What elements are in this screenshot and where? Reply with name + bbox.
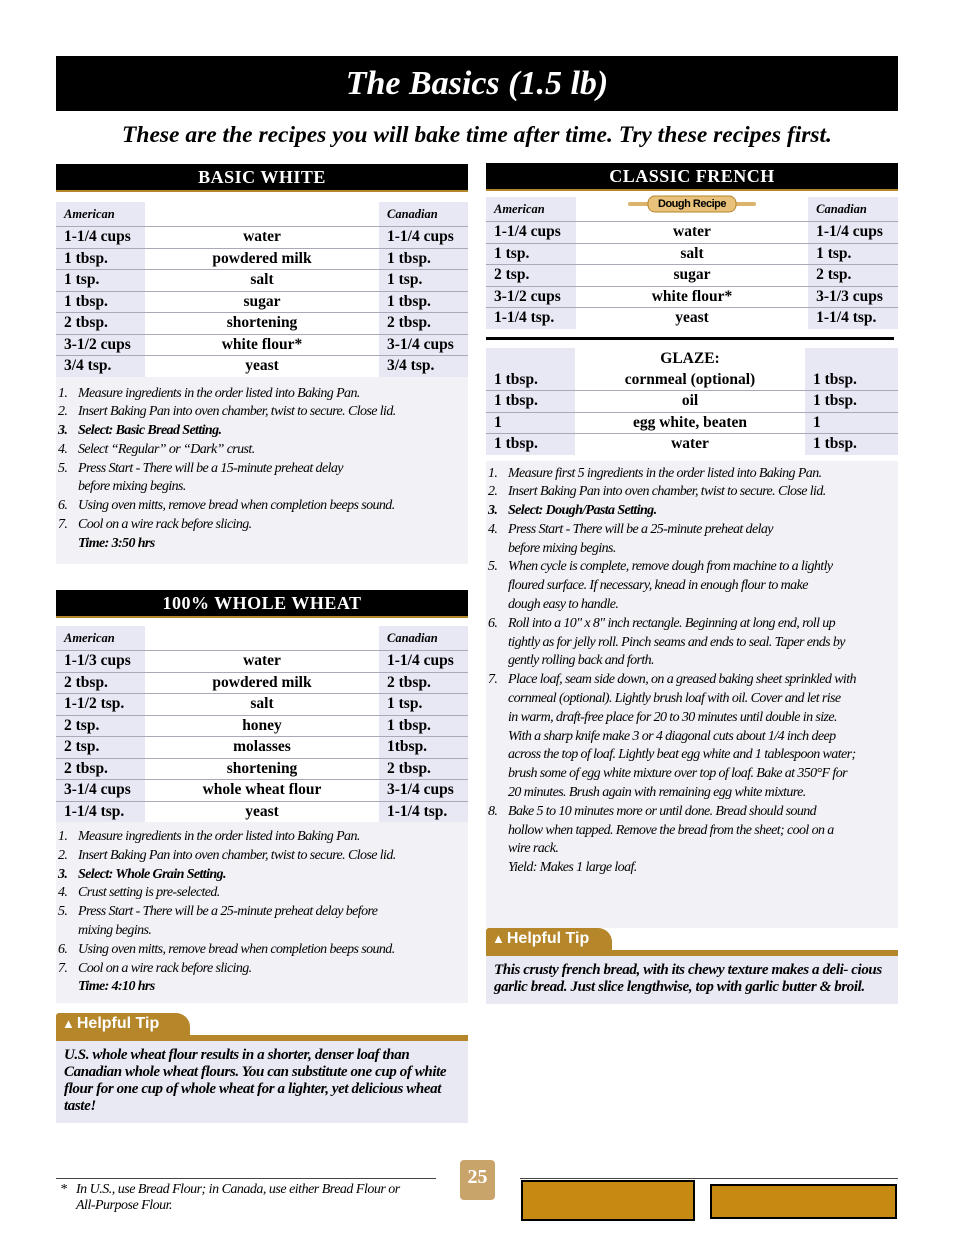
step-text: Insert Baking Pan into oven chamber, twist to secure. Close lid. <box>508 484 826 500</box>
step-number: 7. <box>488 672 498 688</box>
whole-wheat-tip-text: U.S. whole wheat flour results in a shorter, denser loaf than Canadian whole wheat flours. You can substitute one cup of white flour for one cup of whole wheat for a lighter, yet delicious wheat taste! <box>56 1041 468 1123</box>
step-text: Time: 3:50 hrs <box>78 535 155 551</box>
step-item <box>56 385 468 404</box>
classic-french-ingredient-row <box>486 308 898 329</box>
basic-white-ingredient-row <box>56 248 468 270</box>
ingredient: white flour* <box>145 334 379 356</box>
whole-wheat-ingredient-row <box>56 694 468 716</box>
ingredient: shortening <box>145 758 379 780</box>
ingredient: powdered milk <box>145 248 379 270</box>
amount-canadian: 3-1/4 cups <box>379 780 468 802</box>
amount-canadian: 1 <box>805 412 898 434</box>
basic-white-ingredient-row <box>56 291 468 313</box>
basic-white-heading: BASIC WHITE <box>56 164 468 192</box>
step-text: Cool on a wire rack before slicing. <box>78 517 252 533</box>
footnote <box>56 1182 436 1214</box>
amount-american: 1 tbsp. <box>486 434 575 455</box>
amount-american: 1 tbsp. <box>486 370 575 391</box>
step-text: Measure first 5 ingredients in the order listed into Baking Pan. <box>508 465 822 481</box>
amount-american: 3/4 tsp. <box>56 356 145 377</box>
amount-american: 2 tbsp. <box>56 672 145 694</box>
step-item <box>56 403 468 422</box>
footnote-mark: * <box>60 1182 67 1197</box>
col-american: American <box>486 197 576 222</box>
step-text: Measure ingredients in the order listed into Baking Pan. <box>78 829 360 844</box>
amount-canadian: 1tbsp. <box>379 737 468 759</box>
amount-american: 2 tsp. <box>56 715 145 737</box>
step-item <box>486 465 898 484</box>
whole-wheat-panel <box>56 626 468 1003</box>
step-text: tightly as for jelly roll. Pinch seams and ends to seal. Taper ends by <box>508 634 845 650</box>
step-text: in warm, draft-free place for 20 to 30 minutes until double in size. <box>508 709 837 725</box>
step-item <box>56 828 468 847</box>
amount-canadian: 1 tbsp. <box>805 370 898 391</box>
step-number: 3. <box>488 503 498 519</box>
whole-wheat-heading: 100% WHOLE WHEAT <box>56 590 468 618</box>
whole-wheat-section <box>56 590 468 1123</box>
amount-canadian: 3-1/4 cups <box>379 334 468 356</box>
ingredient: water <box>576 222 808 244</box>
amount-canadian: 2 tbsp. <box>379 313 468 335</box>
step-number: 5. <box>488 559 498 575</box>
footer-gold-box-left <box>521 1180 695 1221</box>
ingredient: powdered milk <box>145 672 379 694</box>
step-text: Insert Baking Pan into oven chamber, twist to secure. Close lid. <box>78 847 396 863</box>
page-number: 25 <box>460 1160 495 1200</box>
amount-american: 1-1/3 cups <box>56 651 145 673</box>
basic-white-ingredient-row <box>56 227 468 249</box>
table-header-row <box>56 626 468 651</box>
classic-french-section <box>486 163 898 1004</box>
amount-american: 1-1/4 cups <box>56 227 145 249</box>
step-text: Roll into a 10" x 8" inch rectangle. Beginning at long end, roll up <box>508 615 836 631</box>
divider <box>486 337 894 340</box>
step-text: Bake 5 to 10 minutes more or until done. Bread should sound <box>508 803 817 819</box>
ingredient: salt <box>145 270 379 292</box>
ingredient: egg white, beaten <box>575 412 805 434</box>
step-text: Select: Whole Grain Setting. <box>78 866 226 882</box>
whole-wheat-steps <box>56 822 468 997</box>
amount-american: 1-1/4 tsp. <box>56 801 145 822</box>
whole-wheat-ingredient-row <box>56 758 468 780</box>
step-text: Select “Regular” or “Dark” crust. <box>78 441 255 457</box>
classic-french-ingredient-row <box>486 222 898 244</box>
amount-american: 1 tsp. <box>56 270 145 292</box>
step-item <box>486 521 898 559</box>
step-number: 2. <box>58 404 68 420</box>
amount-american: 1 <box>486 412 575 434</box>
step-item <box>56 866 468 885</box>
dough-recipe-badge <box>628 195 756 213</box>
amount-canadian: 2 tbsp. <box>379 672 468 694</box>
amount-canadian: 3/4 tsp. <box>379 356 468 377</box>
amount-canadian: 1-1/4 tsp. <box>379 801 468 822</box>
step-item <box>56 903 468 941</box>
step-text: floured surface. If necessary, knead in enough flour to make <box>508 578 808 594</box>
step-number: 8. <box>488 803 498 819</box>
dough-recipe-label: Dough Recipe <box>658 198 726 210</box>
step-number: 1. <box>488 465 498 481</box>
ingredient: molasses <box>145 737 379 759</box>
step-number: 1. <box>58 385 68 401</box>
basic-white-ingredient-row <box>56 313 468 335</box>
step-item <box>486 483 898 502</box>
amount-canadian: 1 tsp. <box>808 243 898 265</box>
amount-canadian: 2 tsp. <box>808 265 898 287</box>
ingredient: cornmeal (optional) <box>575 370 805 391</box>
amount-canadian: 2 tbsp. <box>379 758 468 780</box>
amount-american: 1 tsp. <box>486 243 576 265</box>
step-text: before mixing begins. <box>508 540 616 556</box>
glaze-ingredient-row <box>486 370 898 391</box>
classic-french-tip-tab <box>486 928 612 950</box>
step-text: Place loaf, seam side down, on a greased baking sheet sprinkled with <box>508 672 856 688</box>
step-text: 20 minutes. Brush again with remaining egg white mixture. <box>508 785 806 801</box>
step-text: Cool on a wire rack before slicing. <box>78 960 252 976</box>
step-number: 4. <box>58 441 68 457</box>
triangle-up-icon: ▲ <box>62 1016 75 1032</box>
glaze-panel <box>486 348 898 455</box>
step-text: Measure ingredients in the order listed into Baking Pan. <box>78 385 360 401</box>
classic-french-ingredient-row <box>486 243 898 265</box>
classic-french-ingredient-row <box>486 265 898 287</box>
step-item <box>486 671 898 803</box>
whole-wheat-ingredient-row <box>56 672 468 694</box>
classic-french-tip-text: This crusty french bread, with its chewy texture makes a deli- cious garlic bread. Just slice lengthwise, top with garlic butter & broil. <box>486 956 898 1004</box>
amount-american: 1 tbsp. <box>486 391 575 413</box>
amount-american: 1-1/4 tsp. <box>486 308 576 329</box>
tip-label: Helpful Tip <box>506 930 590 948</box>
step-text: Crust setting is pre-selected. <box>78 885 220 901</box>
amount-american: 2 tsp. <box>56 737 145 759</box>
page-subtitle: These are the recipes you will bake time after time. Try these recipes first. <box>122 122 832 148</box>
basic-white-ingredient-row <box>56 334 468 356</box>
tip-label: Helpful Tip <box>76 1015 160 1033</box>
amount-american: 2 tsp. <box>486 265 576 287</box>
classic-french-ingredient-row <box>486 286 898 308</box>
whole-wheat-ingredient-row <box>56 737 468 759</box>
step-text: Press Start - There will be a 25-minute preheat delay <box>508 521 773 537</box>
step-text: hollow when tapped. Remove the bread from the sheet; cool on a <box>508 822 834 838</box>
step-number: 6. <box>58 941 68 957</box>
ingredient: sugar <box>145 291 379 313</box>
step-item <box>56 460 468 498</box>
step-item <box>56 441 468 460</box>
glaze-table <box>486 348 898 455</box>
ingredient: water <box>145 227 379 249</box>
step-text: across the top of loaf. Lightly beat egg white and 1 tablespoon water; <box>508 747 856 763</box>
basic-white-ingredient-row <box>56 270 468 292</box>
whole-wheat-ingredient-row <box>56 801 468 822</box>
amount-american: 3-1/4 cups <box>56 780 145 802</box>
whole-wheat-tip-tab <box>56 1013 190 1035</box>
ingredient: salt <box>576 243 808 265</box>
ingredient: honey <box>145 715 379 737</box>
step-number: 2. <box>58 847 68 863</box>
amount-canadian: 1 tsp. <box>379 694 468 716</box>
ingredient: white flour* <box>576 286 808 308</box>
step-item <box>56 941 468 960</box>
whole-wheat-ingredients-table <box>56 626 468 822</box>
step-text: brush some of egg white mixture over top of loaf. Bake at 350°F for <box>508 766 847 782</box>
amount-american: 1-1/2 tsp. <box>56 694 145 716</box>
step-number: 3. <box>58 866 68 882</box>
glaze-label: GLAZE: <box>575 348 805 370</box>
step-number: 3. <box>58 423 68 439</box>
step-text: before mixing begins. <box>78 479 186 495</box>
step-number: 5. <box>58 460 68 476</box>
step-text: Press Start - There will be a 15-minute preheat delay <box>78 460 343 476</box>
step-item <box>56 497 468 516</box>
amount-american: 1 tbsp. <box>56 248 145 270</box>
col-american: American <box>56 202 145 227</box>
step-text: Yield: Makes 1 large loaf. <box>508 860 637 876</box>
step-item <box>56 422 468 441</box>
basic-white-section <box>56 164 468 564</box>
classic-french-ingredients-table <box>486 197 898 329</box>
glaze-ingredient-row <box>486 391 898 413</box>
basic-white-steps <box>56 377 468 554</box>
col-canadian: Canadian <box>379 626 468 651</box>
amount-american: 3-1/2 cups <box>56 334 145 356</box>
step-text: wire rack. <box>508 841 559 857</box>
ingredient: whole wheat flour <box>145 780 379 802</box>
ingredient: yeast <box>145 801 379 822</box>
footer-gold-box-right <box>710 1184 897 1219</box>
step-item <box>486 803 898 878</box>
step-item <box>56 847 468 866</box>
step-number: 1. <box>58 829 68 844</box>
step-item <box>486 558 898 614</box>
amount-canadian: 1 tbsp. <box>805 434 898 455</box>
step-number: 4. <box>58 885 68 901</box>
amount-american: 1 tbsp. <box>56 291 145 313</box>
step-text: When cycle is complete, remove dough from machine to a lightly <box>508 559 833 575</box>
amount-canadian: 3-1/3 cups <box>808 286 898 308</box>
amount-canadian: 1 tbsp. <box>379 291 468 313</box>
step-text: Select: Dough/Pasta Setting. <box>508 503 657 519</box>
classic-french-heading: CLASSIC FRENCH <box>486 163 898 191</box>
ingredient: oil <box>575 391 805 413</box>
step-item <box>56 960 468 998</box>
col-canadian: Canadian <box>379 202 468 227</box>
amount-american: 1-1/4 cups <box>486 222 576 244</box>
step-number: 6. <box>488 615 498 631</box>
basic-white-panel <box>56 202 468 564</box>
ingredient: sugar <box>576 265 808 287</box>
ingredient: yeast <box>145 356 379 377</box>
amount-canadian: 1-1/4 cups <box>379 227 468 249</box>
amount-canadian: 1-1/4 tsp. <box>808 308 898 329</box>
step-text: gently rolling back and forth. <box>508 653 654 669</box>
glaze-ingredient-row <box>486 434 898 455</box>
col-canadian: Canadian <box>808 197 898 222</box>
whole-wheat-ingredient-row <box>56 651 468 673</box>
step-number: 4. <box>488 521 498 537</box>
glaze-label-row <box>486 348 898 370</box>
step-text: Using oven mitts, remove bread when completion beeps sound. <box>78 498 395 514</box>
classic-french-steps <box>486 461 898 879</box>
step-text: Using oven mitts, remove bread when completion beeps sound. <box>78 941 395 957</box>
step-item <box>56 884 468 903</box>
amount-canadian: 1 tsp. <box>379 270 468 292</box>
amount-american: 2 tbsp. <box>56 313 145 335</box>
step-item <box>56 516 468 554</box>
whole-wheat-ingredient-row <box>56 715 468 737</box>
table-header-row <box>56 202 468 227</box>
amount-canadian: 1-1/4 cups <box>379 651 468 673</box>
step-text: cornmeal (optional). Lightly brush loaf with oil. Cover and let rise <box>508 691 841 707</box>
footer-rule <box>520 1178 898 1179</box>
step-text: dough easy to handle. <box>508 597 619 613</box>
step-text: Insert Baking Pan into oven chamber, twist to secure. Close lid. <box>78 404 396 420</box>
amount-canadian: 1 tbsp. <box>379 715 468 737</box>
amount-american: 2 tbsp. <box>56 758 145 780</box>
ingredient: water <box>145 651 379 673</box>
whole-wheat-ingredient-row <box>56 780 468 802</box>
step-number: 5. <box>58 904 68 920</box>
ingredient: yeast <box>576 308 808 329</box>
ingredient: water <box>575 434 805 455</box>
triangle-up-icon: ▲ <box>492 931 505 947</box>
step-number: 2. <box>488 484 498 500</box>
classic-french-panel <box>486 197 898 329</box>
classic-french-steps-panel <box>486 461 898 929</box>
step-text: mixing begins. <box>78 922 152 938</box>
footnote-line1: In U.S., use Bread Flour; in Canada, use either Bread Flour or <box>76 1182 400 1197</box>
basic-white-ingredients-table <box>56 202 468 377</box>
page-title: The Basics (1.5 lb) <box>56 56 898 111</box>
amount-canadian: 1-1/4 cups <box>808 222 898 244</box>
amount-american: 3-1/2 cups <box>486 286 576 308</box>
step-item <box>486 502 898 521</box>
col-american: American <box>56 626 145 651</box>
step-number: 6. <box>58 498 68 514</box>
basic-white-ingredient-row <box>56 356 468 377</box>
ingredient: shortening <box>145 313 379 335</box>
step-number: 7. <box>58 960 68 976</box>
amount-canadian: 1 tbsp. <box>379 248 468 270</box>
step-text: Time: 4:10 hrs <box>78 979 155 995</box>
step-item <box>486 615 898 671</box>
step-text: Press Start - There will be a 25-minute preheat delay before <box>78 904 378 920</box>
footnote-rule <box>56 1178 436 1179</box>
amount-canadian: 1 tbsp. <box>805 391 898 413</box>
footnote-line2: All-Purpose Flour. <box>76 1198 172 1213</box>
ingredient: salt <box>145 694 379 716</box>
glaze-ingredient-row <box>486 412 898 434</box>
step-text: Select: Basic Bread Setting. <box>78 423 222 439</box>
step-number: 7. <box>58 517 68 533</box>
step-text: With a sharp knife make 3 or 4 diagonal cuts about 1/4 inch deep <box>508 728 836 744</box>
